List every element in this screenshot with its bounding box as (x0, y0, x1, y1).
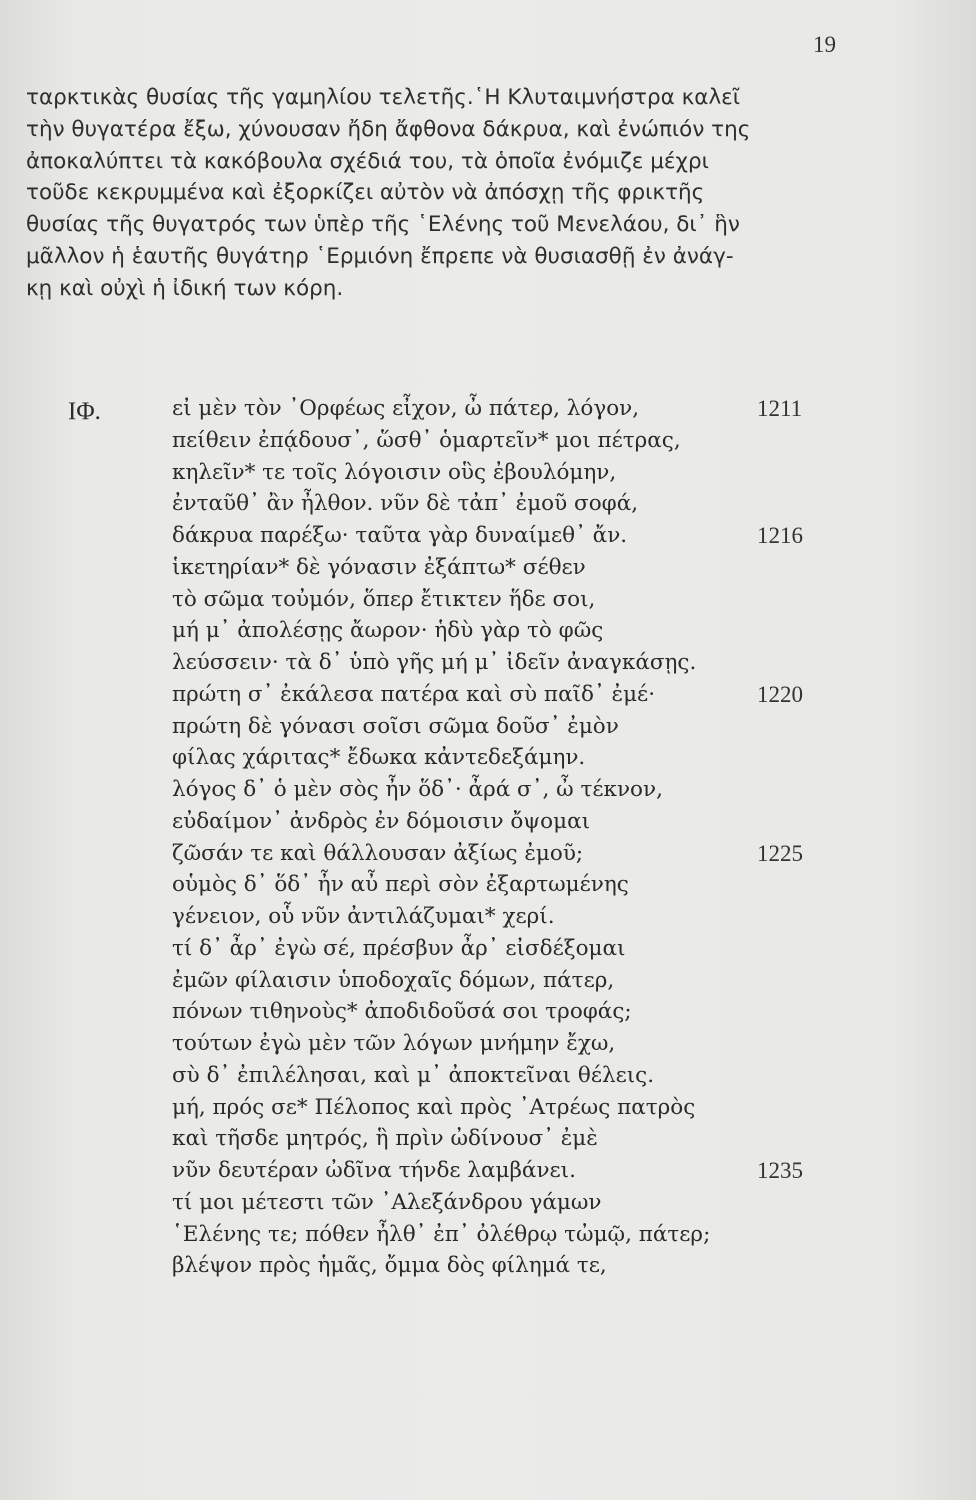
verse-text: ἐμῶν φίλαισιν ὑποδοχαῖς δόμων, πάτερ, (172, 967, 615, 993)
verse-line (172, 647, 832, 679)
verse-line (172, 1060, 832, 1092)
commentary-line: κῃ καὶ οὐχὶ ἡ ἰδική των κόρη. (26, 275, 344, 301)
verse-text: ῾Ελένης τε; πόθεν ἦλθ᾽ ἐπ᾽ ὀλέθρῳ τὠμῷ, πάτερ; (172, 1221, 711, 1247)
verse-text: πρώτη σ᾽ ἐκάλεσα πατέρα καὶ σὺ παῖδ᾽ ἐμέ· (172, 681, 656, 707)
verse-line (172, 965, 832, 997)
verse-line (172, 933, 832, 965)
verse-line (172, 1028, 832, 1060)
verse-line (172, 774, 832, 806)
verse-text: καὶ τῆσδε μητρός, ἣ πρὶν ὠδίνουσ᾽ ἐμὲ (172, 1126, 598, 1152)
verse-text: τί δ᾽ ἆρ᾽ ἐγὼ σέ, πρέσβυν ἆρ᾽ εἰσδέξομαι (172, 935, 626, 961)
verse-text: ἐνταῦθ᾽ ἂν ἦλθον. νῦν δὲ τἀπ᾽ ἐμοῦ σοφά, (172, 491, 639, 517)
verse-line (172, 869, 832, 901)
verse-line (172, 1219, 832, 1251)
verse-line (172, 488, 832, 520)
verse-line (172, 520, 832, 552)
verse-text: λόγος δ᾽ ὁ μὲν σὸς ἦν ὅδ᾽· ἆρά σ᾽, ὦ τέκνον, (172, 777, 663, 802)
commentary-line: τὴν θυγατέρα ἔξω, χύνουσαν ἤδη ἄφθονα δάκρυα, καὶ ἐνώπιόν της (26, 116, 751, 142)
verse-text: τὸ σῶμα τοὐμόν, ὅπερ ἔτικτεν ἥδε σοι, (172, 586, 596, 612)
verse-block (172, 393, 832, 1282)
verse-text: μή, πρός σε* Πέλοπος καὶ πρὸς ᾿Ατρέως πατρὸς (172, 1094, 696, 1120)
verse-text: εὐδαίμον᾽ ἀνδρὸς ἐν δόμοισιν ὄψομαι (172, 808, 591, 834)
commentary-line: θυσίας τῆς θυγατρός των ὑπὲρ τῆς ῾Ελένης τοῦ Μενελάου, δι᾽ ἣν (26, 212, 740, 238)
verse-line (172, 742, 832, 774)
verse-line (172, 711, 832, 743)
verse-line (172, 1187, 832, 1219)
verse-text: τούτων ἐγὼ μὲν τῶν λόγων μνήμην ἔχω, (172, 1031, 616, 1056)
verse-line (172, 806, 832, 838)
commentary-paragraph (26, 82, 846, 305)
verse-line (172, 679, 832, 711)
line-number: 1220 (757, 681, 803, 707)
line-number: 1216 (757, 523, 803, 548)
verse-text: πείθειν ἐπᾴδουσ᾽, ὥσθ᾽ ὁμαρτεῖν* μοι πέτρας, (172, 427, 681, 453)
verse-text: πρώτη δὲ γόνασι σοῖσι σῶμα δοῦσ᾽ ἐμὸν (172, 713, 619, 739)
line-number: 1225 (757, 840, 803, 866)
verse-line (172, 996, 832, 1028)
verse-text: σὺ δ᾽ ἐπιλέλησαι, καὶ μ᾽ ἀποκτεῖναι θέλεις. (172, 1062, 655, 1088)
verse-text: πόνων τιθηνοὺς* ἀποδιδοῦσά σοι τροφάς; (172, 999, 632, 1025)
verse-line (172, 1155, 832, 1187)
verse-text: λεύσσειν· τὰ δ᾽ ὑπὸ γῆς μή μ᾽ ἰδεῖν ἀναγκάσῃς. (172, 650, 697, 675)
verse-text: ἱκετηρίαν* δὲ γόνασιν ἐξάπτω* σέθεν (172, 554, 586, 580)
verse-text: δάκρυα παρέξω· ταῦτα γὰρ δυναίμεθ᾽ ἄν. (172, 523, 628, 548)
verse-text: ζῶσάν τε καὶ θάλλουσαν ἀξίως ἐμοῦ; (172, 840, 584, 866)
verse-line (172, 838, 832, 870)
verse-text: γένειον, οὗ νῦν ἀντιλάζυμαι* χερί. (172, 904, 555, 929)
verse-line (172, 615, 832, 647)
verse-line (172, 1250, 832, 1282)
verse-line (172, 457, 832, 489)
verse-line (172, 552, 832, 584)
verse-text: νῦν δευτέραν ὠδῖνα τήνδε λαμβάνει. (172, 1158, 576, 1183)
verse-line (172, 393, 832, 425)
speaker-label: ΙΦ. (68, 398, 101, 425)
commentary-line: μᾶλλον ἡ ἑαυτῆς θυγάτηρ ῾Ερμιόνη ἔπρεπε νὰ θυσιασθῇ ἐν ἀνάγ- (26, 243, 734, 269)
verse-line (172, 1092, 832, 1124)
verse-text: φίλας χάριτας* ἔδωκα κἀντεδεξάμην. (172, 745, 586, 771)
verse-text: βλέψον πρὸς ἡμᾶς, ὄμμα δὸς φίλημά τε, (172, 1253, 607, 1279)
verse-line (172, 584, 832, 616)
verse-line (172, 901, 832, 933)
verse-text: εἰ μὲν τὸν ᾿Ορφέως εἶχον, ὦ πάτερ, λόγον, (172, 396, 640, 421)
commentary-line: τοῦδε κεκρυμμένα καὶ ἐξορκίζει αὐτὸν νὰ ἀπόσχῃ τῆς φρικτῆς (26, 180, 705, 206)
commentary-line: ἀποκαλύπτει τὰ κακόβουλα σχέδιά του, τὰ ὁποῖα ἐνόμιζε μέχρι (26, 148, 709, 174)
page-number: 19 (813, 32, 836, 57)
verse-text: τί μοι μέτεστι τῶν ᾿Αλεξάνδρου γάμων (172, 1189, 602, 1215)
verse-line (172, 425, 832, 457)
line-number: 1235 (757, 1158, 803, 1183)
line-number: 1211 (757, 396, 803, 421)
commentary-line: ταρκτικὰς θυσίας τῆς γαμηλίου τελετῆς.῾Η Κλυταιμνήστρα καλεῖ (26, 85, 741, 110)
verse-line (172, 1123, 832, 1155)
verse-text: κηλεῖν* τε τοῖς λόγοισιν οὓς ἐβουλόμην, (172, 459, 617, 485)
verse-text: μή μ᾽ ἀπολέσῃς ἄωρον· ἡδὺ γὰρ τὸ φῶς (172, 618, 604, 644)
verse-text: οὑμὸς δ᾽ ὅδ᾽ ἦν αὖ περὶ σὸν ἐξαρτωμένης (172, 872, 629, 898)
